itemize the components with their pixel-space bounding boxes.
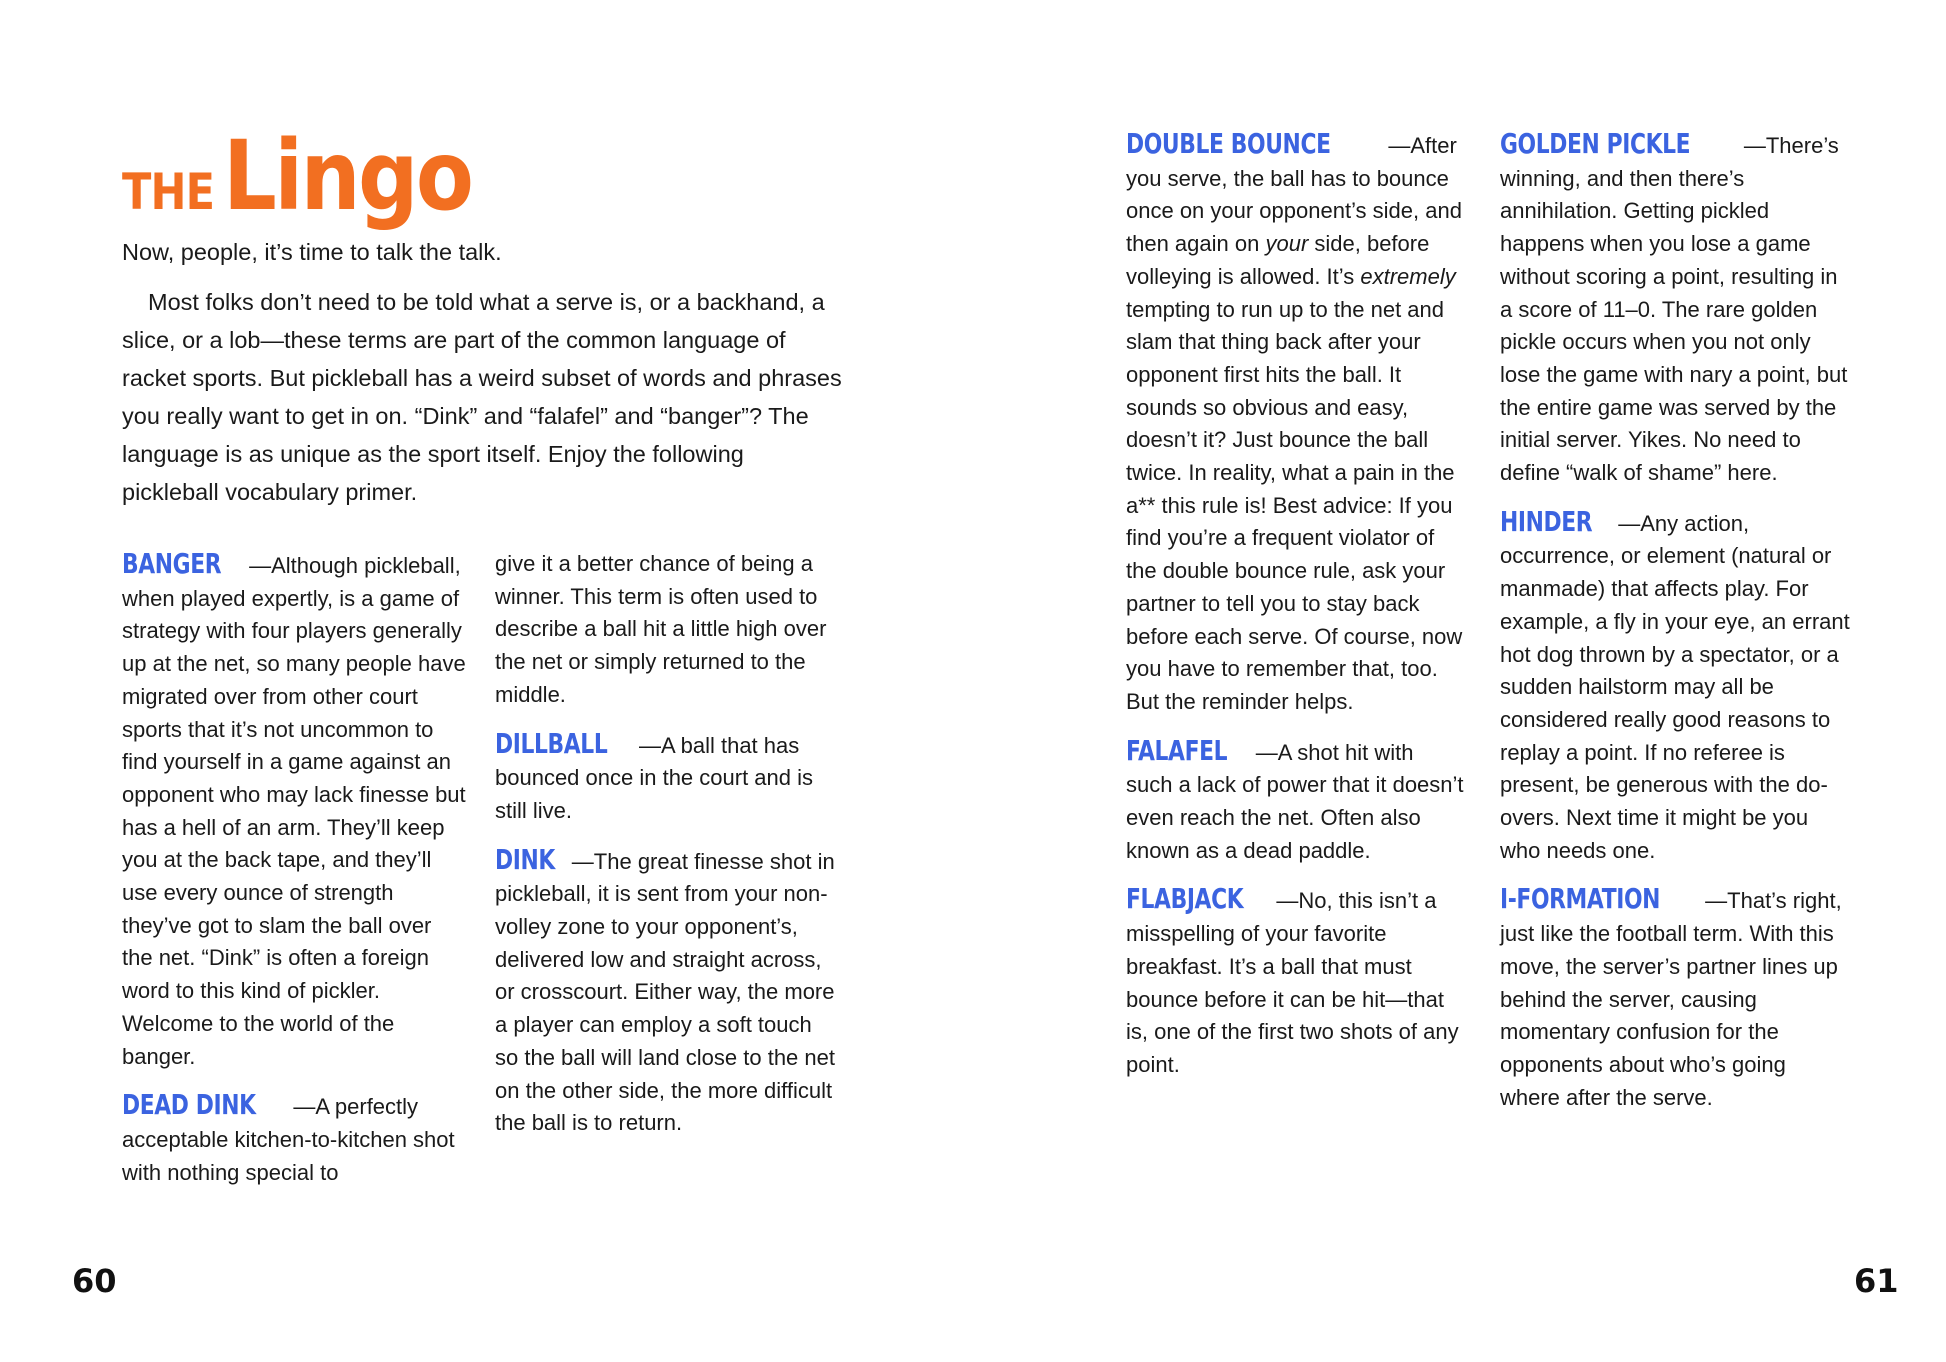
glossary-entry	[122, 1088, 467, 1189]
glossary-entry	[1500, 504, 1850, 868]
emphasis: extremely	[1360, 263, 1456, 289]
glossary-term: I-FORMATION	[1500, 882, 1661, 916]
page-number-right: 61	[1854, 1262, 1899, 1300]
page-number-left: 60	[72, 1262, 117, 1300]
glossary-column-2	[495, 548, 840, 1158]
title-lingo: Lingo	[223, 120, 472, 232]
intro	[122, 233, 842, 511]
glossary-definition-cont: tempting to run up to the net and slam that thing back after your opponent first hits the ball. It sounds so obvious and easy, doesn’t it? Just bounce the ball twice. In reality, what a pain in the a** this rule is! Best advice: If you find you’re a frequent violator of the double bounce rule, ask your partner to tell you to stay back before each serve. Of course, now you have to remember that, too. But the reminder helps.	[1126, 296, 1463, 714]
glossary-entry	[122, 547, 467, 1073]
glossary-term: FLABJACK	[1126, 882, 1244, 916]
glossary-definition: —The great finesse shot in pickleball, it is sent from your non-volley zone to your opponent’s, delivered low and straight across, or crosscourt. Either way, the more a player can employ a soft touch so the ball will land close to the net on the other side, the more difficult the ball is to return.	[495, 848, 835, 1136]
glossary-definition: —A ball that has bounced once in the court and is still live.	[495, 732, 814, 823]
glossary-column-1	[122, 547, 467, 1207]
glossary-definition: —Although pickleball, when played expertly, is a game of strategy with four players generally up at the net, so many people have migrated over from other court sports that it’s not uncommon to find yourself in a game against an opponent who may lack finesse but has a hell of an arm. They’ll keep you at the back tape, and they’ll use every ounce of strength they’ve got to slam the ball over the net. “Dink” is often a foreign word to this kind of pickler. Welcome to the world of the banger.	[122, 553, 466, 1069]
glossary-entry	[1126, 882, 1466, 1081]
glossary-entry	[1126, 733, 1466, 868]
glossary-term: DEAD DINK	[122, 1088, 256, 1122]
glossary-entry	[1126, 127, 1466, 719]
intro-paragraph: Most folks don’t need to be told what a serve is, or a backhand, a slice, or a lob—these terms are part of the common language of racket sports. But pickleball has a weird subset of words and phrases you really want to get in on. “Dink” and “falafel” and “banger”? The language is as unique as the sport itself. Enjoy the following pickleball vocabulary primer.	[122, 289, 842, 505]
glossary-term: DILLBALL	[495, 726, 608, 760]
glossary-term: GOLDEN PICKLE	[1500, 127, 1691, 160]
glossary-continuation: give it a better chance of being a winner. This term is often used to describe a ball hit a little high over the net or simply returned to the middle.	[495, 551, 827, 707]
glossary-term: BANGER	[122, 547, 222, 580]
glossary-entry	[495, 726, 840, 828]
page-title	[122, 120, 505, 232]
glossary-definition: —A perfectly acceptable kitchen-to-kitchen shot with nothing special to	[122, 1094, 455, 1185]
glossary-term: DINK	[495, 842, 555, 876]
glossary-term: DOUBLE BOUNCE	[1126, 127, 1331, 160]
glossary-term: HINDER	[1500, 504, 1593, 538]
glossary-definition-cont: side, before volleying is allowed. It’s	[1126, 231, 1430, 289]
glossary-term: FALAFEL	[1126, 733, 1228, 767]
right-page	[973, 0, 1946, 1362]
glossary-definition: —A shot hit with such a lack of power that it doesn’t even reach the net. Often also known as a dead paddle.	[1126, 739, 1464, 863]
emphasis: your	[1265, 231, 1309, 257]
glossary-entry	[1500, 127, 1850, 490]
glossary-entry	[1500, 882, 1850, 1114]
glossary-entry	[495, 842, 840, 1140]
glossary-definition: —There’s winning, and then there’s annihilation. Getting pickled happens when you lose a game without scoring a point, resulting in a score of 11–0. The rare golden pickle occurs when you not only lose the game with nary a point, but the entire game was served by the initial server. Yikes. No need to define “walk of shame” here.	[1500, 133, 1848, 486]
glossary-definition: —Any action, occurrence, or element (natural or manmade) that affects play. For example, a fly in your eye, an errant hot dog thrown by a spectator, or a sudden hailstorm may all be considered really good reasons to replay a point. If no referee is present, be generous with the do-overs. Next time it might be you who needs one.	[1500, 510, 1850, 863]
title-the: THE	[122, 163, 215, 221]
intro-lead: Now, people, it’s time to talk the talk.	[122, 239, 502, 265]
glossary-column-4	[1500, 127, 1850, 1132]
glossary-definition: —No, this isn’t a misspelling of your favorite breakfast. It’s a ball that must bounce before it can be hit—that is, one of the first two shots of any point.	[1126, 888, 1459, 1077]
glossary-column-3	[1126, 127, 1466, 1100]
glossary-definition: —After you serve, the ball has to bounce once on your opponent’s side, and then again on	[1126, 133, 1462, 257]
glossary-definition: —That’s right, just like the football term. With this move, the server’s partner lines up behind the server, causing momentary confusion for the opponents about who’s going where after the serve.	[1500, 888, 1842, 1110]
